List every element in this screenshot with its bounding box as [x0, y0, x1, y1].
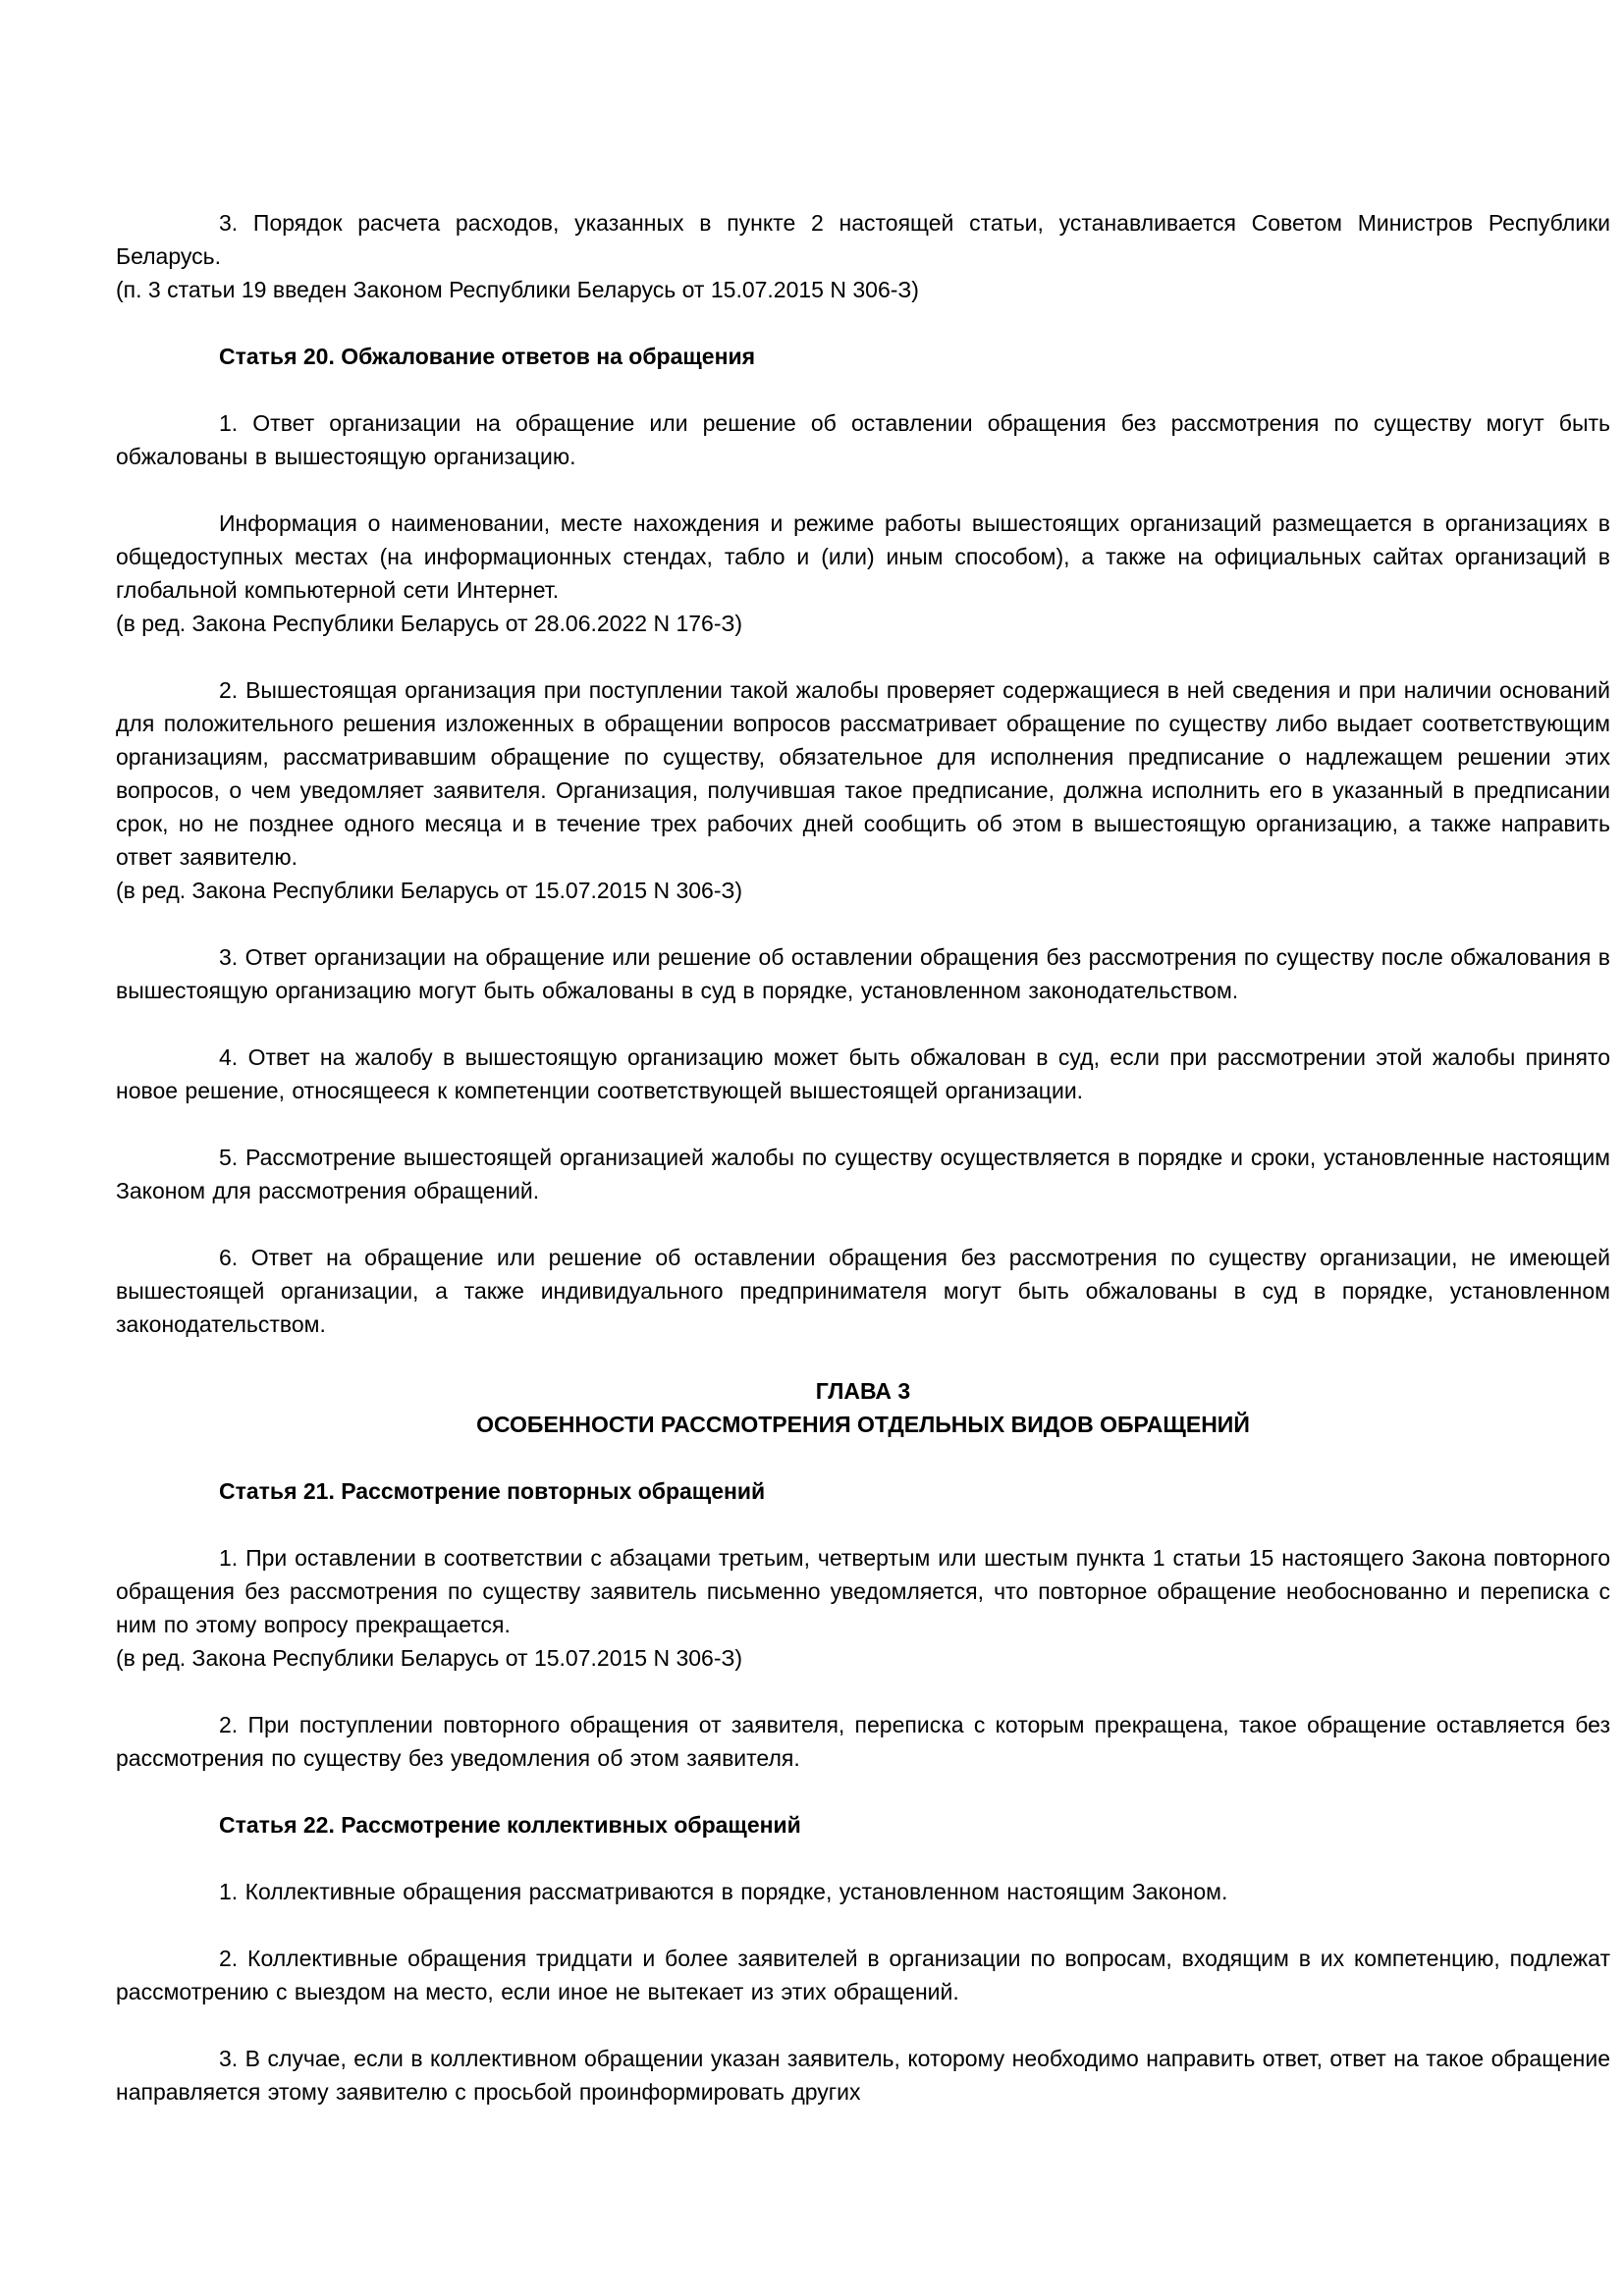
paragraph: 2. Вышестоящая организация при поступлении такой жалобы проверяет содержащиеся в ней сведения и при наличии оснований для положительного решения изложенных в обращении вопросов рассматривает обращение по существу либо выдает соответствующим организациям, рассматривавшим обращение по существу, обязательное для исполнения предписание о надлежащем решении этих вопросов, о чем уведомляет заявителя. Организация, получившая такое предписание, должна исполнить его в указанный в предписании срок, но не позднее одного месяца и в течение трех рабочих дней сообщить об этом в вышестоящую организацию, а также направить ответ заявителю. [116, 677, 1610, 870]
paragraph: 6. Ответ на обращение или решение об оставлении обращения без рассмотрения по существу организации, не имеющей вышестоящей организации, а также индивидуального предпринимателя могут быть обжалованы в суд в порядке, установленном законодательством. [116, 1245, 1610, 1337]
paragraph: 1. Коллективные обращения рассматриваются в порядке, установленном настоящим Законом. [219, 1879, 1228, 1904]
article-heading: Статья 20. Обжалование ответов на обращения [219, 344, 756, 369]
article-heading: Статья 22. Рассмотрение коллективных обращений [219, 1812, 801, 1838]
paragraph: 3. Ответ организации на обращение или решение об оставлении обращения без рассмотрения по существу после обжалования в вышестоящую организацию могут быть обжалованы в суд в порядке, установленном законодательством. [116, 944, 1610, 1003]
chapter-heading [116, 1374, 1610, 1441]
paragraph: 2. Коллективные обращения тридцати и более заявителей в организации по вопросам, входящим в их компетенцию, подлежат рассмотрению с выездом на место, если иное не вытекает из этих обращений. [116, 1946, 1610, 2004]
article-heading: Статья 21. Рассмотрение повторных обращений [219, 1478, 766, 1504]
paragraph: 3. Порядок расчета расходов, указанных в пункте 2 настоящей статьи, устанавливается Советом Министров Республики Беларусь. [116, 210, 1610, 269]
paragraph: 1. При оставлении в соответствии с абзацами третьим, четвертым или шестым пункта 1 статьи 15 настоящего Закона повторного обращения без рассмотрения по существу заявитель письменно уведомляется, что повторное обращение необоснованно и переписка с ним по этому вопросу прекращается. [116, 1545, 1610, 1637]
paragraph: 5. Рассмотрение вышестоящей организацией жалобы по существу осуществляется в порядке и сроки, установленные настоящим Законом для рассмотрения обращений. [116, 1145, 1610, 1203]
paragraph: Информация о наименовании, месте нахождения и режиме работы вышестоящих организаций размещается в организациях в общедоступных местах (на информационных стендах, табло и (или) иным способом), а также на официальных сайтах организаций в глобальной компьютерной сети Интернет. [116, 510, 1610, 603]
amendment-note: (в ред. Закона Республики Беларусь от 15.07.2015 N 306-З) [116, 878, 743, 903]
amendment-note: (в ред. Закона Республики Беларусь от 15.07.2015 N 306-З) [116, 1645, 743, 1671]
paragraph: 3. В случае, если в коллективном обращении указан заявитель, которому необходимо направить ответ, ответ на такое обращение направляется этому заявителю с просьбой проинформировать других [116, 2046, 1610, 2105]
paragraph: 4. Ответ на жалобу в вышестоящую организацию может быть обжалован в суд, если при рассмотрении этой жалобы принято новое решение, относящееся к компетенции соответствующей вышестоящей организации. [116, 1044, 1610, 1103]
amendment-note: (в ред. Закона Республики Беларусь от 28.06.2022 N 176-З) [116, 611, 743, 636]
paragraph: 2. При поступлении повторного обращения от заявителя, переписка с которым прекращена, такое обращение оставляется без рассмотрения по существу без уведомления об этом заявителя. [116, 1712, 1610, 1771]
chapter-heading-line: ГЛАВА 3 [815, 1378, 911, 1404]
amendment-note: (п. 3 статьи 19 введен Законом Республики Беларусь от 15.07.2015 N 306-З) [116, 277, 919, 302]
paragraph: 1. Ответ организации на обращение или решение об оставлении обращения без рассмотрения по существу могут быть обжалованы в вышестоящую организацию. [116, 410, 1610, 469]
chapter-heading-line: ОСОБЕННОСТИ РАССМОТРЕНИЯ ОТДЕЛЬНЫХ ВИДОВ ОБРАЩЕНИЙ [476, 1412, 1250, 1437]
